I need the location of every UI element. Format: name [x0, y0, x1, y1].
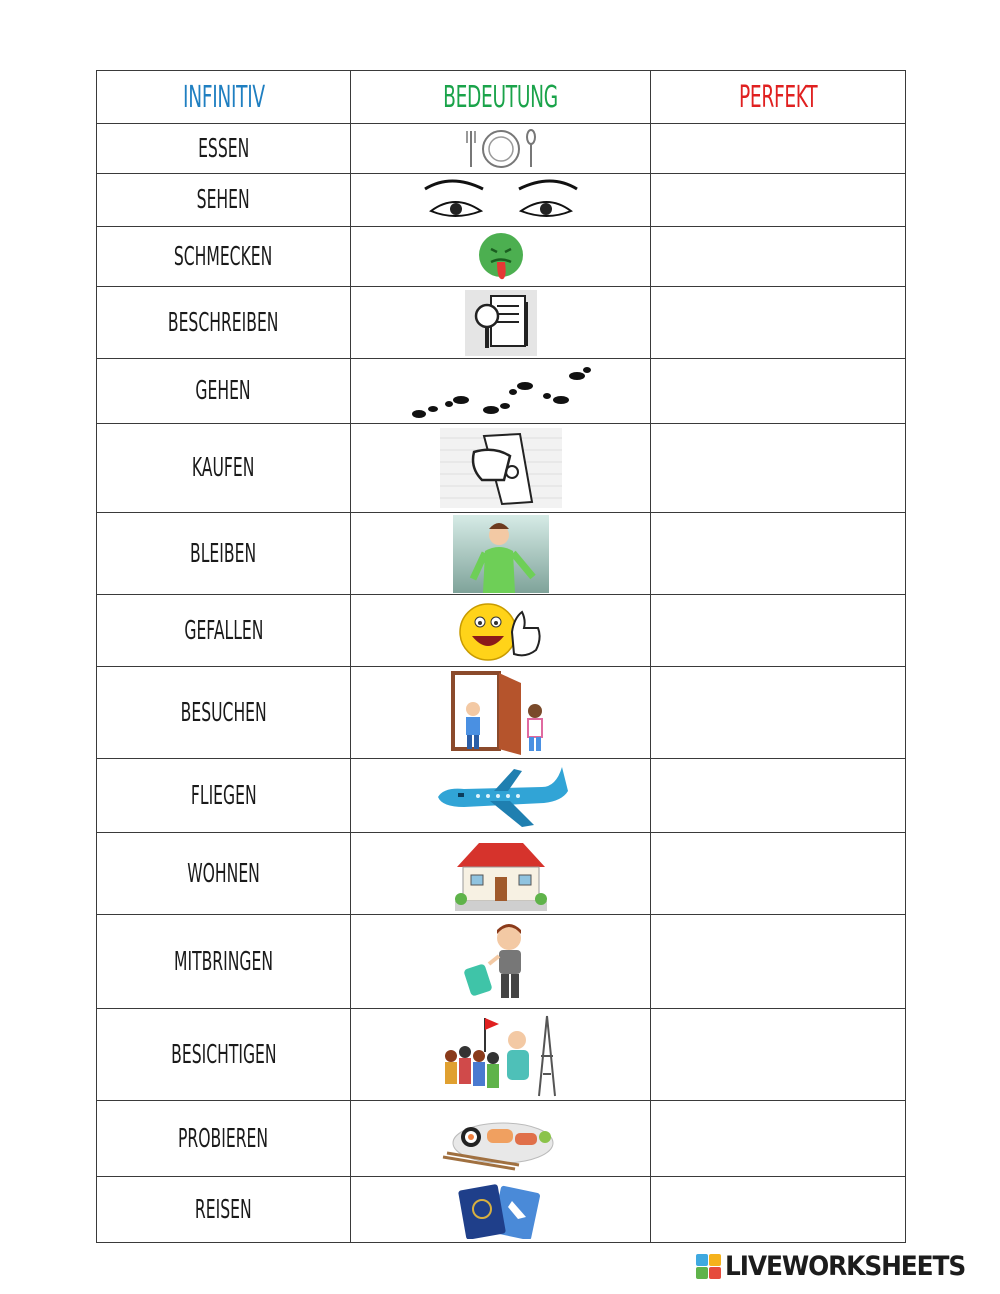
header-bedeutung: BEDEUTUNG — [351, 71, 651, 124]
table-row — [97, 915, 906, 1009]
meaning-cell — [351, 759, 651, 833]
plate-cutlery-icon — [351, 127, 650, 171]
verb-cell: KAUFEN — [97, 424, 351, 513]
table-row — [97, 595, 906, 667]
perfekt-answer-field[interactable] — [651, 227, 906, 287]
verb-cell: FLIEGEN — [97, 759, 351, 833]
verb-cell: GEFALLEN — [97, 595, 351, 667]
meaning-cell — [351, 595, 651, 667]
table-row — [97, 1177, 906, 1243]
verb-cell: SCHMECKEN — [97, 227, 351, 287]
verb-cell: GEHEN — [97, 359, 351, 424]
header-perfekt: PERFEKT — [651, 71, 906, 124]
sushi-plate-icon — [351, 1107, 650, 1171]
liveworksheets-brand[interactable] — [696, 1251, 986, 1282]
house-icon — [351, 837, 650, 911]
table-row — [97, 227, 906, 287]
table-row — [97, 1009, 906, 1101]
standing-man-icon — [351, 515, 650, 593]
table-row — [97, 424, 906, 513]
document-magnifier-icon — [351, 290, 650, 356]
meaning-cell — [351, 424, 651, 513]
perfekt-answer-field[interactable] — [651, 1009, 906, 1101]
verb-cell: BESICHTIGEN — [97, 1009, 351, 1101]
thumbs-up-smiley-icon — [351, 598, 650, 664]
perfekt-answer-field[interactable] — [651, 359, 906, 424]
door-visit-icon — [351, 671, 650, 755]
perfekt-answer-field[interactable] — [651, 1177, 906, 1243]
verb-cell: MITBRINGEN — [97, 915, 351, 1009]
verb-cell: ESSEN — [97, 124, 351, 174]
hand-money-icon — [351, 428, 650, 508]
perfekt-answer-field[interactable] — [651, 1101, 906, 1177]
perfekt-answer-field[interactable] — [651, 667, 906, 759]
header-row — [97, 71, 906, 124]
table-row — [97, 833, 906, 915]
meaning-cell — [351, 1009, 651, 1101]
perfekt-answer-field[interactable] — [651, 915, 906, 1009]
table-row — [97, 124, 906, 174]
verb-cell: REISEN — [97, 1177, 351, 1243]
perfekt-answer-field[interactable] — [651, 424, 906, 513]
verb-cell: WOHNEN — [97, 833, 351, 915]
verb-cell: BLEIBEN — [97, 513, 351, 595]
meaning-cell — [351, 915, 651, 1009]
brand-name: LIVEWORKSHEETS — [724, 1251, 966, 1282]
table-row — [97, 1101, 906, 1177]
meaning-cell — [351, 1101, 651, 1177]
table-row — [97, 359, 906, 424]
verb-cell: SEHEN — [97, 174, 351, 227]
meaning-cell — [351, 287, 651, 359]
perfekt-answer-field[interactable] — [651, 174, 906, 227]
meaning-cell — [351, 667, 651, 759]
meaning-cell — [351, 124, 651, 174]
perfekt-answer-field[interactable] — [651, 833, 906, 915]
meaning-cell — [351, 513, 651, 595]
perfekt-answer-field[interactable] — [651, 759, 906, 833]
meaning-cell — [351, 1177, 651, 1243]
liveworksheets-logo-icon — [696, 1254, 721, 1279]
verb-table — [96, 70, 906, 1243]
perfekt-answer-field[interactable] — [651, 513, 906, 595]
eyes-icon — [351, 175, 650, 225]
meaning-cell — [351, 174, 651, 227]
table-row — [97, 667, 906, 759]
verb-cell: BESUCHEN — [97, 667, 351, 759]
tour-group-icon — [351, 1012, 650, 1098]
passport-ticket-icon — [351, 1181, 650, 1239]
footprints-icon — [351, 362, 650, 420]
header-infinitiv: INFINITIV — [97, 71, 351, 124]
tongue-face-icon — [351, 229, 650, 285]
perfekt-answer-field[interactable] — [651, 124, 906, 174]
table-row — [97, 513, 906, 595]
perfekt-answer-field[interactable] — [651, 287, 906, 359]
table-row — [97, 759, 906, 833]
meaning-cell — [351, 833, 651, 915]
perfekt-answer-field[interactable] — [651, 595, 906, 667]
table-row — [97, 174, 906, 227]
airplane-icon — [351, 763, 650, 829]
boy-suitcase-icon — [351, 920, 650, 1004]
table-row — [97, 287, 906, 359]
verb-cell: BESCHREIBEN — [97, 287, 351, 359]
meaning-cell — [351, 227, 651, 287]
meaning-cell — [351, 359, 651, 424]
verb-cell: PROBIEREN — [97, 1101, 351, 1177]
